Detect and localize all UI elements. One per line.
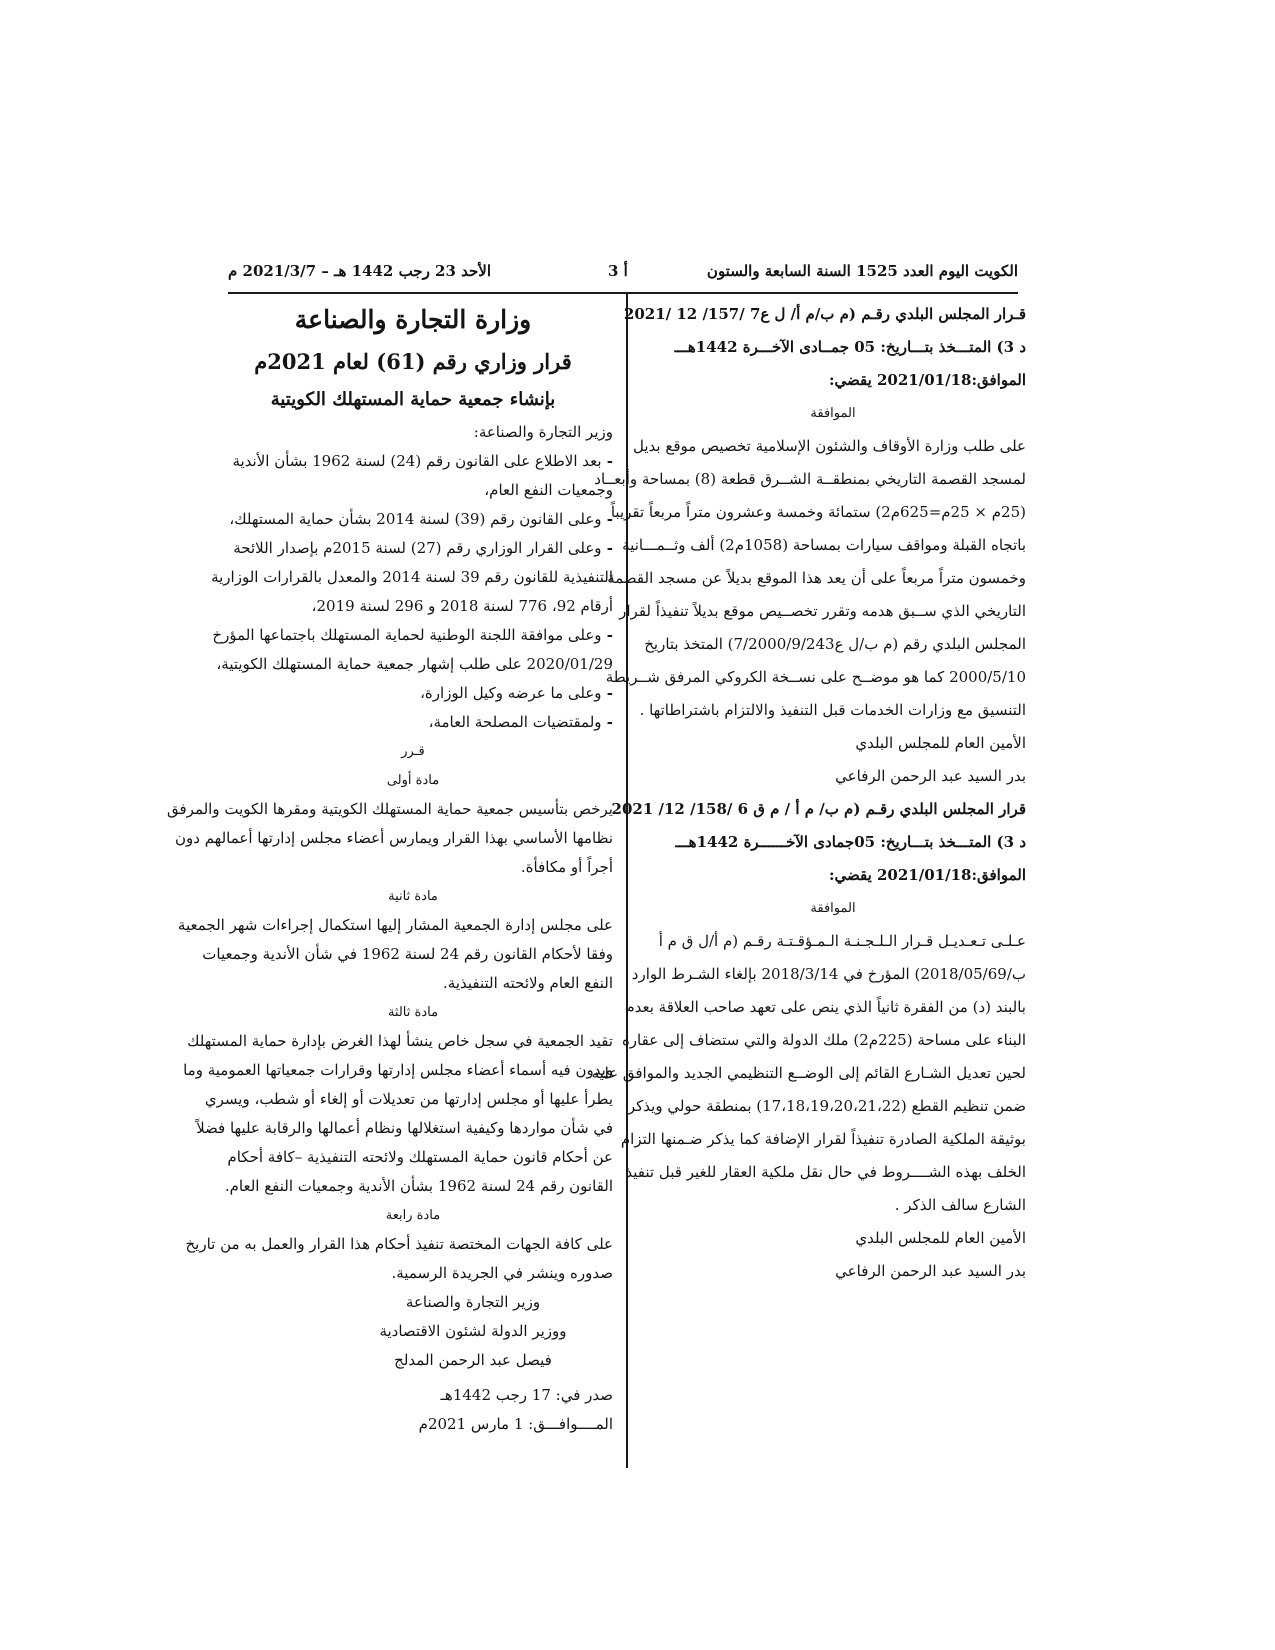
article-2-title: مادة ثانية — [388, 889, 438, 904]
article-1-title: مادة أولى — [386, 773, 440, 788]
signature-name: بدر السيد عبد الرحمن الرفاعي — [835, 767, 1026, 785]
article-3-line: ويدون فيه أسماء أعضاء مجلس إدارتها وقرارات جمعياتها العمومية وما — [183, 1061, 613, 1079]
decision2-body-line: الشارع سالف الذكر . — [894, 1196, 1026, 1214]
article-1-line: أجراً أو مكافأة. — [520, 858, 613, 876]
article-3-line: القانون رقم 24 لسنة 1962 بشأن الأندية وجمعيات النفع العام. — [224, 1177, 613, 1195]
minister-line: وزير التجارة والصناعة: — [473, 423, 613, 441]
article-4-title: مادة رابعة — [385, 1208, 441, 1223]
decision2-body-line: ب/2018/05/69) المؤرخ في 2018/3/14 بإلغاء الشـرط الوارد — [631, 965, 1026, 983]
article-1-line: نظامها الأساسي بهذا القرار ويمارس أعضاء مجلس إدارتها أعمالهم دون — [174, 829, 613, 847]
preamble-item: - وعلى القرار الوزاري رقم (27) لسنة 2015م بإصدار اللائحة — [213, 534, 613, 563]
decision1-body-line: التنسيق مع وزارات الخدمات قبل التنفيذ والالتزام باشتراطاتها . — [639, 701, 1026, 719]
decision2-body-line: بوثيقة الملكية الصادرة تنفيذاً لقرار الإضافة كما يذكر ضـمنها التزام — [620, 1130, 1026, 1148]
decision-title: قرار وزاري رقم (61) لعام 2021م — [254, 349, 572, 374]
signature-title: الأمين العام للمجلس البلدي — [855, 734, 1026, 752]
signature-name: بدر السيد عبد الرحمن الرفاعي — [835, 1262, 1026, 1280]
decision-subject: بإنشاء جمعية حماية المستهلك الكويتية — [270, 389, 556, 410]
decision1-line: د 3) المتـــخذ بتـــاريخ: 05 جمــادى الآخـــرة 1442هـــ — [674, 338, 1026, 356]
decision1-line: الموافق:2021/01/18 يقضي: — [828, 371, 1026, 389]
decision1-body-line: (25م × 25م=625م2) ستمائة وخمسة وعشرون متراً مربعاً تقريباً — [610, 503, 1026, 521]
decided-heading: قـرر — [401, 744, 425, 759]
decision1-body-line: على طلب وزارة الأوقاف والشئون الإسلامية تخصيص موقع بديل — [633, 437, 1026, 455]
preamble-item: - ولمقتضيات المصلحة العامة، — [213, 708, 613, 737]
preamble-item: - وعلى القانون رقم (39) لسنة 2014 بشأن حماية المستهلك، — [213, 505, 613, 534]
article-2-line: النفع العام ولائحته التنفيذية. — [443, 974, 613, 992]
right-column — [591, 298, 1026, 1288]
corresponding-date: المــــوافـــق: 1 مارس 2021م — [418, 1415, 613, 1433]
preamble-item: - وعلى ما عرضه وكيل الوزارة، — [213, 679, 613, 708]
decision2-body-line: البناء على مساحة (225م2) ملك الدولة والتي ستضاف إلى عقاره — [621, 1031, 1026, 1049]
header-date: الأحد 23 رجب 1442 هـ – 2021/3/7 م — [228, 262, 492, 280]
article-2-line: وفقا لأحكام القانون رقم 24 لسنة 1962 في شأن الأندية وجمعيات — [202, 945, 613, 963]
page-header — [228, 258, 1018, 294]
decision1-body-line: المجلس البلدي رقم (م ب/ل ع7/2000/9/243) المتخذ بتاريخ — [644, 635, 1026, 653]
decision2-body-line: بالبند (د) من الفقرة ثانياً الذي ينص على تعهد صاحب العلاقة بعدم — [625, 998, 1026, 1016]
ministry-title: وزارة التجارة والصناعة — [294, 305, 532, 334]
decision2-body-line: الخلف بهذه الشــــروط في حال نقل ملكية العقار للغير قبل تنفيذ — [625, 1163, 1026, 1181]
signature-line: فيصل عبد الرحمن المدلج — [394, 1351, 552, 1369]
decision2-line: الموافق:2021/01/18 يقضي: — [828, 866, 1026, 884]
issued-date: صدر في: 17 رجب 1442هـ — [440, 1386, 613, 1404]
decision1-body-line: لمسجد القصمة التاريخي بمنطقــة الشــرق قطعة (8) بمساحة وأبعــاد — [594, 470, 1026, 488]
decision1-body-line: التاريخي الذي ســبق هدمه وتقرر تخصــيص موقع بديلاً تنفيذاً لقرار — [619, 602, 1026, 620]
preamble-continuation: 2020/01/29 على طلب إشهار جمعية حماية المستهلك الكويتية، — [216, 655, 613, 673]
decision2-body-line: لحين تعديل الشـارع القائم إلى الوضــع التنظيمي الجديد والموافق عليه — [591, 1064, 1026, 1082]
article-1-line: يرخص بتأسيس جمعية حماية المستهلك الكويتية ومقرها الكويت والمرفق — [166, 800, 613, 818]
municipal-decision-1 — [594, 298, 1026, 793]
article-4-line: على كافة الجهات المختصة تنفيذ أحكام هذا القرار والعمل به من تاريخ — [185, 1235, 613, 1253]
preamble-continuation: أرقام 92، 776 لسنة 2018 و 296 لسنة 2019، — [311, 597, 613, 615]
preamble-continuation: التنفيذية للقانون رقم 39 لسنة 2014 والمعدل بالقرارات الوزارية — [211, 568, 613, 586]
decision1-line: قـرار المجلس البلدي رقـم (م ب/م أ/ ل ع7 /157/ 12 /2021 — [623, 305, 1026, 323]
signature-title: الأمين العام للمجلس البلدي — [855, 1229, 1026, 1247]
decision1-body-line: 2000/5/10 كما هو موضــح على نســخة الكروكي المرفق شــريطة — [605, 668, 1026, 686]
decision2-line: د 3) المتـــخذ بتـــاريخ: 05جمادى الآخــــــرة 1442هـــ — [675, 833, 1026, 851]
preamble-item: - بعد الاطلاع على القانون رقم (24) لسنة 1962 بشأن الأندية — [213, 447, 613, 476]
approval-heading: الموافقة — [810, 406, 856, 421]
article-3-line: عن أحكام قانون حماية المستهلك ولائحته التنفيذية –كافة أحكام — [227, 1148, 613, 1166]
article-4-line: صدوره وينشر في الجريدة الرسمية. — [391, 1264, 613, 1282]
left-column — [166, 298, 613, 1439]
preamble-item: - وعلى موافقة اللجنة الوطنية لحماية المستهلك باجتماعها المؤرخ — [213, 621, 613, 650]
article-3-line: يطرأ عليها أو مجلس إدارتها من تعديلات أو إلغاء أو شطب، ويسري — [204, 1090, 613, 1108]
preamble-continuation: وجمعيات النفع العام، — [484, 481, 613, 499]
decision2-body-line: عـلـى تـعـديـل قـرار الـلـجـنـة الـمـؤقـتـة رقـم (م أ/ل ق م أ — [658, 932, 1026, 950]
signature-line: ووزير الدولة لشئون الاقتصادية — [379, 1322, 567, 1340]
decision2-line: قرار المجلس البلدي رقـم (م ب/ م أ / م ق 6 /158/ 12/ 2021 — [611, 800, 1026, 818]
approval-heading: الموافقة — [810, 901, 856, 916]
decision2-body-line: ضمن تنظيم القطع (17،18،19،20،21،22) بمنطقة حولي ويذكر — [627, 1097, 1026, 1115]
article-3-title: مادة ثالثة — [387, 1005, 439, 1020]
article-3-line: تقيد الجمعية في سجل خاص ينشأ لهذا الغرض بإدارة حماية المستهلك — [187, 1032, 613, 1050]
header-page-number: أ 3 — [608, 262, 628, 280]
article-3-line: في شأن مواردها وكيفية استغلالها ونظام أعمالها والرقابة عليها فضلاً — [196, 1119, 613, 1137]
header-issue: الكويت اليوم العدد 1525 السنة السابعة والستون — [706, 262, 1018, 280]
article-2-line: على مجلس إدارة الجمعية المشار إليها استكمال إجراءات شهر الجمعية — [177, 916, 613, 934]
decision1-body-line: وخمسون متراً مربعاً على أن يعد هذا الموقع بديلاً عن مسجد القصمة — [607, 569, 1026, 587]
decision1-body-line: باتجاه القبلة ومواقف سيارات بمساحة (1058م2) ألف وثــمـــانية — [622, 536, 1026, 554]
signature-line: وزير التجارة والصناعة — [405, 1293, 541, 1311]
municipal-decision-2 — [591, 793, 1026, 1288]
